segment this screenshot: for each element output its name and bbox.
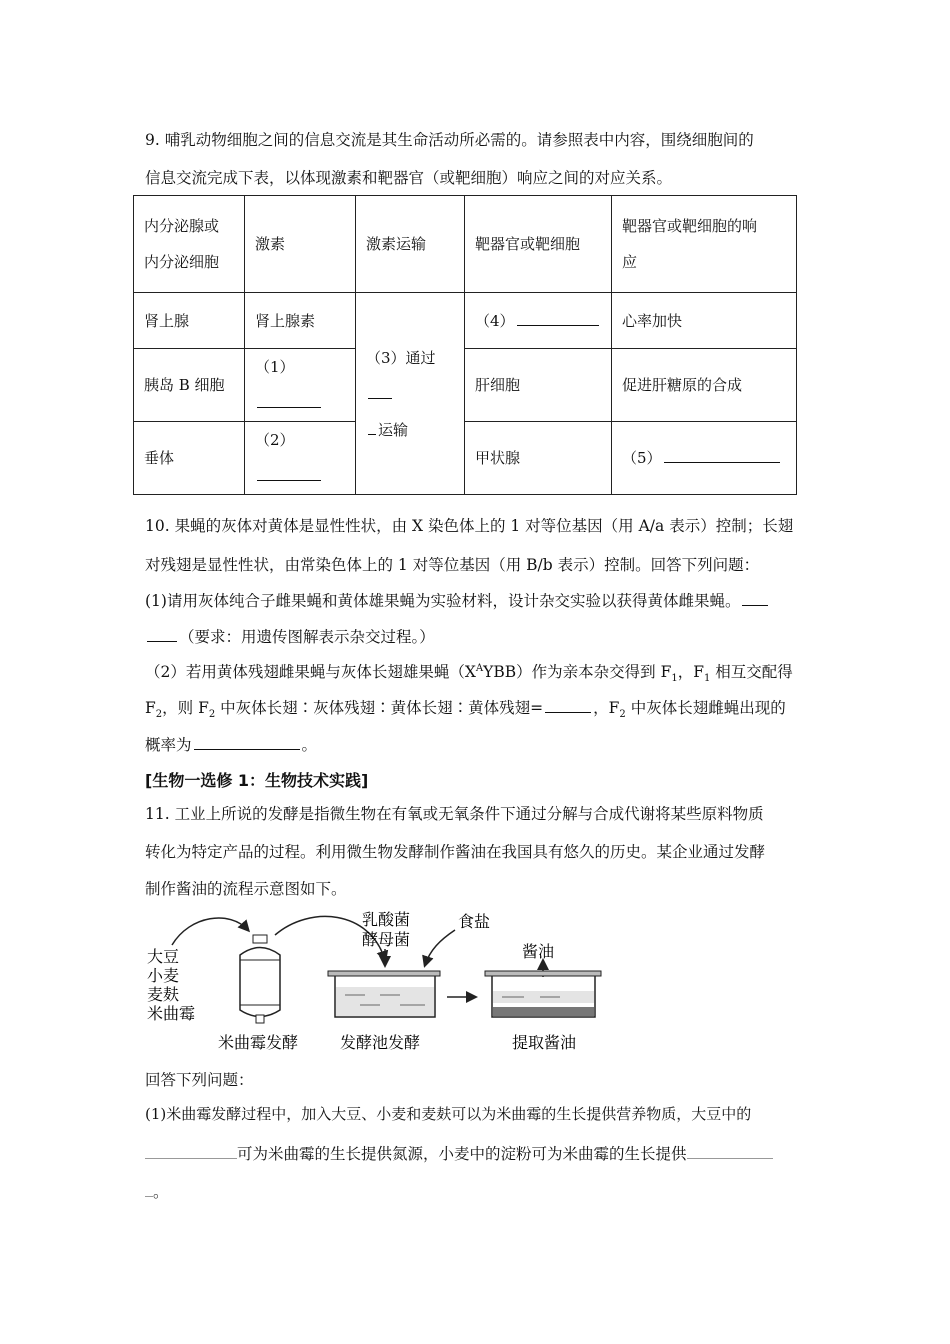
fermenter-vessel-icon bbox=[240, 935, 280, 1023]
fermentation-pool-icon bbox=[328, 971, 440, 1017]
cell-hormone: 肾上腺素 bbox=[245, 293, 356, 349]
q10-part2-end: 概率为 。 bbox=[145, 736, 318, 754]
cell-gland: 胰岛 B 细胞 bbox=[134, 349, 245, 422]
microbe-label: 酵母菌 bbox=[362, 930, 411, 949]
q11-answer-prompt: 回答下列问题： bbox=[145, 1071, 254, 1089]
table-row bbox=[134, 349, 797, 422]
input-label: 麦麸 bbox=[147, 985, 180, 1004]
step-label: 米曲霉发酵 bbox=[218, 1033, 299, 1052]
header-response: 靶器官或靶细胞的响 应 bbox=[612, 196, 797, 293]
extraction-tank-icon bbox=[485, 971, 601, 1017]
table-row bbox=[134, 293, 797, 349]
cell-target: 甲状腺 bbox=[465, 422, 612, 495]
cell-response: （5） bbox=[612, 422, 797, 495]
q11-part1-cont: 可为米曲霉的生长提供氮源，小麦中的淀粉可为米曲霉的生长提供 bbox=[145, 1142, 810, 1164]
cell-hormone: （2） bbox=[245, 422, 356, 495]
q9-line1: 9. 哺乳动物细胞之间的信息交流是其生命活动所必需的。请参照表中内容，围绕细胞间的 bbox=[145, 131, 754, 149]
q11-line1: 11. 工业上所说的发酵是指微生物在有氧或无氧条件下通过分解与合成代谢将某些原料物质 bbox=[145, 805, 764, 823]
section-heading: [生物一选修 1：生物技术实践] bbox=[145, 771, 369, 790]
step-label: 发酵池发酵 bbox=[340, 1033, 421, 1052]
cell-gland: 垂体 bbox=[134, 422, 245, 495]
microbe-label: 乳酸菌 bbox=[362, 910, 411, 929]
q10-line2: 对残翅是显性性状，由常染色体上的 1 对等位基因（用 B/b 表示）控制。回答下列问题： bbox=[145, 556, 760, 574]
cell-hormone: （1） bbox=[245, 349, 356, 422]
q11-part1-end: 。 bbox=[145, 1180, 810, 1202]
cell-response: 心率加快 bbox=[612, 293, 797, 349]
cell-response: 促进肝糖原的合成 bbox=[612, 349, 797, 422]
q10-part1-note: （要求：用遗传图解表示杂交过程。） bbox=[145, 625, 810, 647]
hormone-table bbox=[133, 195, 797, 495]
q9-line2: 信息交流完成下表，以体现激素和靶器官（或靶细胞）响应之间的对应关系。 bbox=[145, 169, 673, 187]
q10-line1: 10. 果蝇的灰体对黄体是显性性状，由 X 染色体上的 1 对等位基因（用 A/a 表示）控制；长翅 bbox=[145, 517, 794, 535]
q11-line2: 转化为特定产品的过程。利用微生物发酵制作酱油在我国具有悠久的历史。某企业通过发酵 bbox=[145, 843, 766, 861]
q11-part1: (1)米曲霉发酵过程中，加入大豆、小麦和麦麸可以为米曲霉的生长提供营养物质，大豆中的 bbox=[145, 1105, 752, 1123]
cell-transport: （3）通过 运输 bbox=[356, 293, 465, 495]
q11-line3: 制作酱油的流程示意图如下。 bbox=[145, 880, 347, 898]
product-label: 酱油 bbox=[522, 942, 555, 961]
input-label: 米曲霉 bbox=[147, 1004, 196, 1023]
q10-part2-cont: $F_2$，则 $F_2$ 中灰体长翅∶灰体残翅∶黄体长翅∶黄体残翅= ，$F_2$ 中灰体长翅雌蝇出现的 bbox=[145, 699, 786, 721]
header-target: 靶器官或靶细胞 bbox=[465, 196, 612, 293]
header-hormone: 激素 bbox=[245, 196, 356, 293]
header-transport: 激素运输 bbox=[356, 196, 465, 293]
cell-target: （4） bbox=[465, 293, 612, 349]
header-gland: 内分泌腺或 内分泌细胞 bbox=[134, 196, 245, 293]
arrow-to-fermenter bbox=[172, 918, 248, 945]
salt-label: 食盐 bbox=[458, 912, 491, 931]
step-label: 提取酱油 bbox=[512, 1033, 577, 1052]
input-label: 大豆 bbox=[147, 947, 180, 966]
cell-target: 肝细胞 bbox=[465, 349, 612, 422]
soy-sauce-flow-diagram bbox=[140, 905, 620, 1060]
q10-part2: （2）若用黄体残翅雌果蝇与灰体长翅雄果蝇$(X^AYBB)$作为亲本杂交得到 $F_1$，$F_1$ 相互交配得 bbox=[145, 662, 793, 685]
table-row bbox=[134, 422, 797, 495]
q10-part1: (1)请用灰体纯合子雌果蝇和黄体雄果蝇为实验材料，设计杂交实验以获得黄体雌果蝇。 bbox=[145, 589, 810, 611]
cell-gland: 肾上腺 bbox=[134, 293, 245, 349]
input-label: 小麦 bbox=[147, 966, 180, 985]
